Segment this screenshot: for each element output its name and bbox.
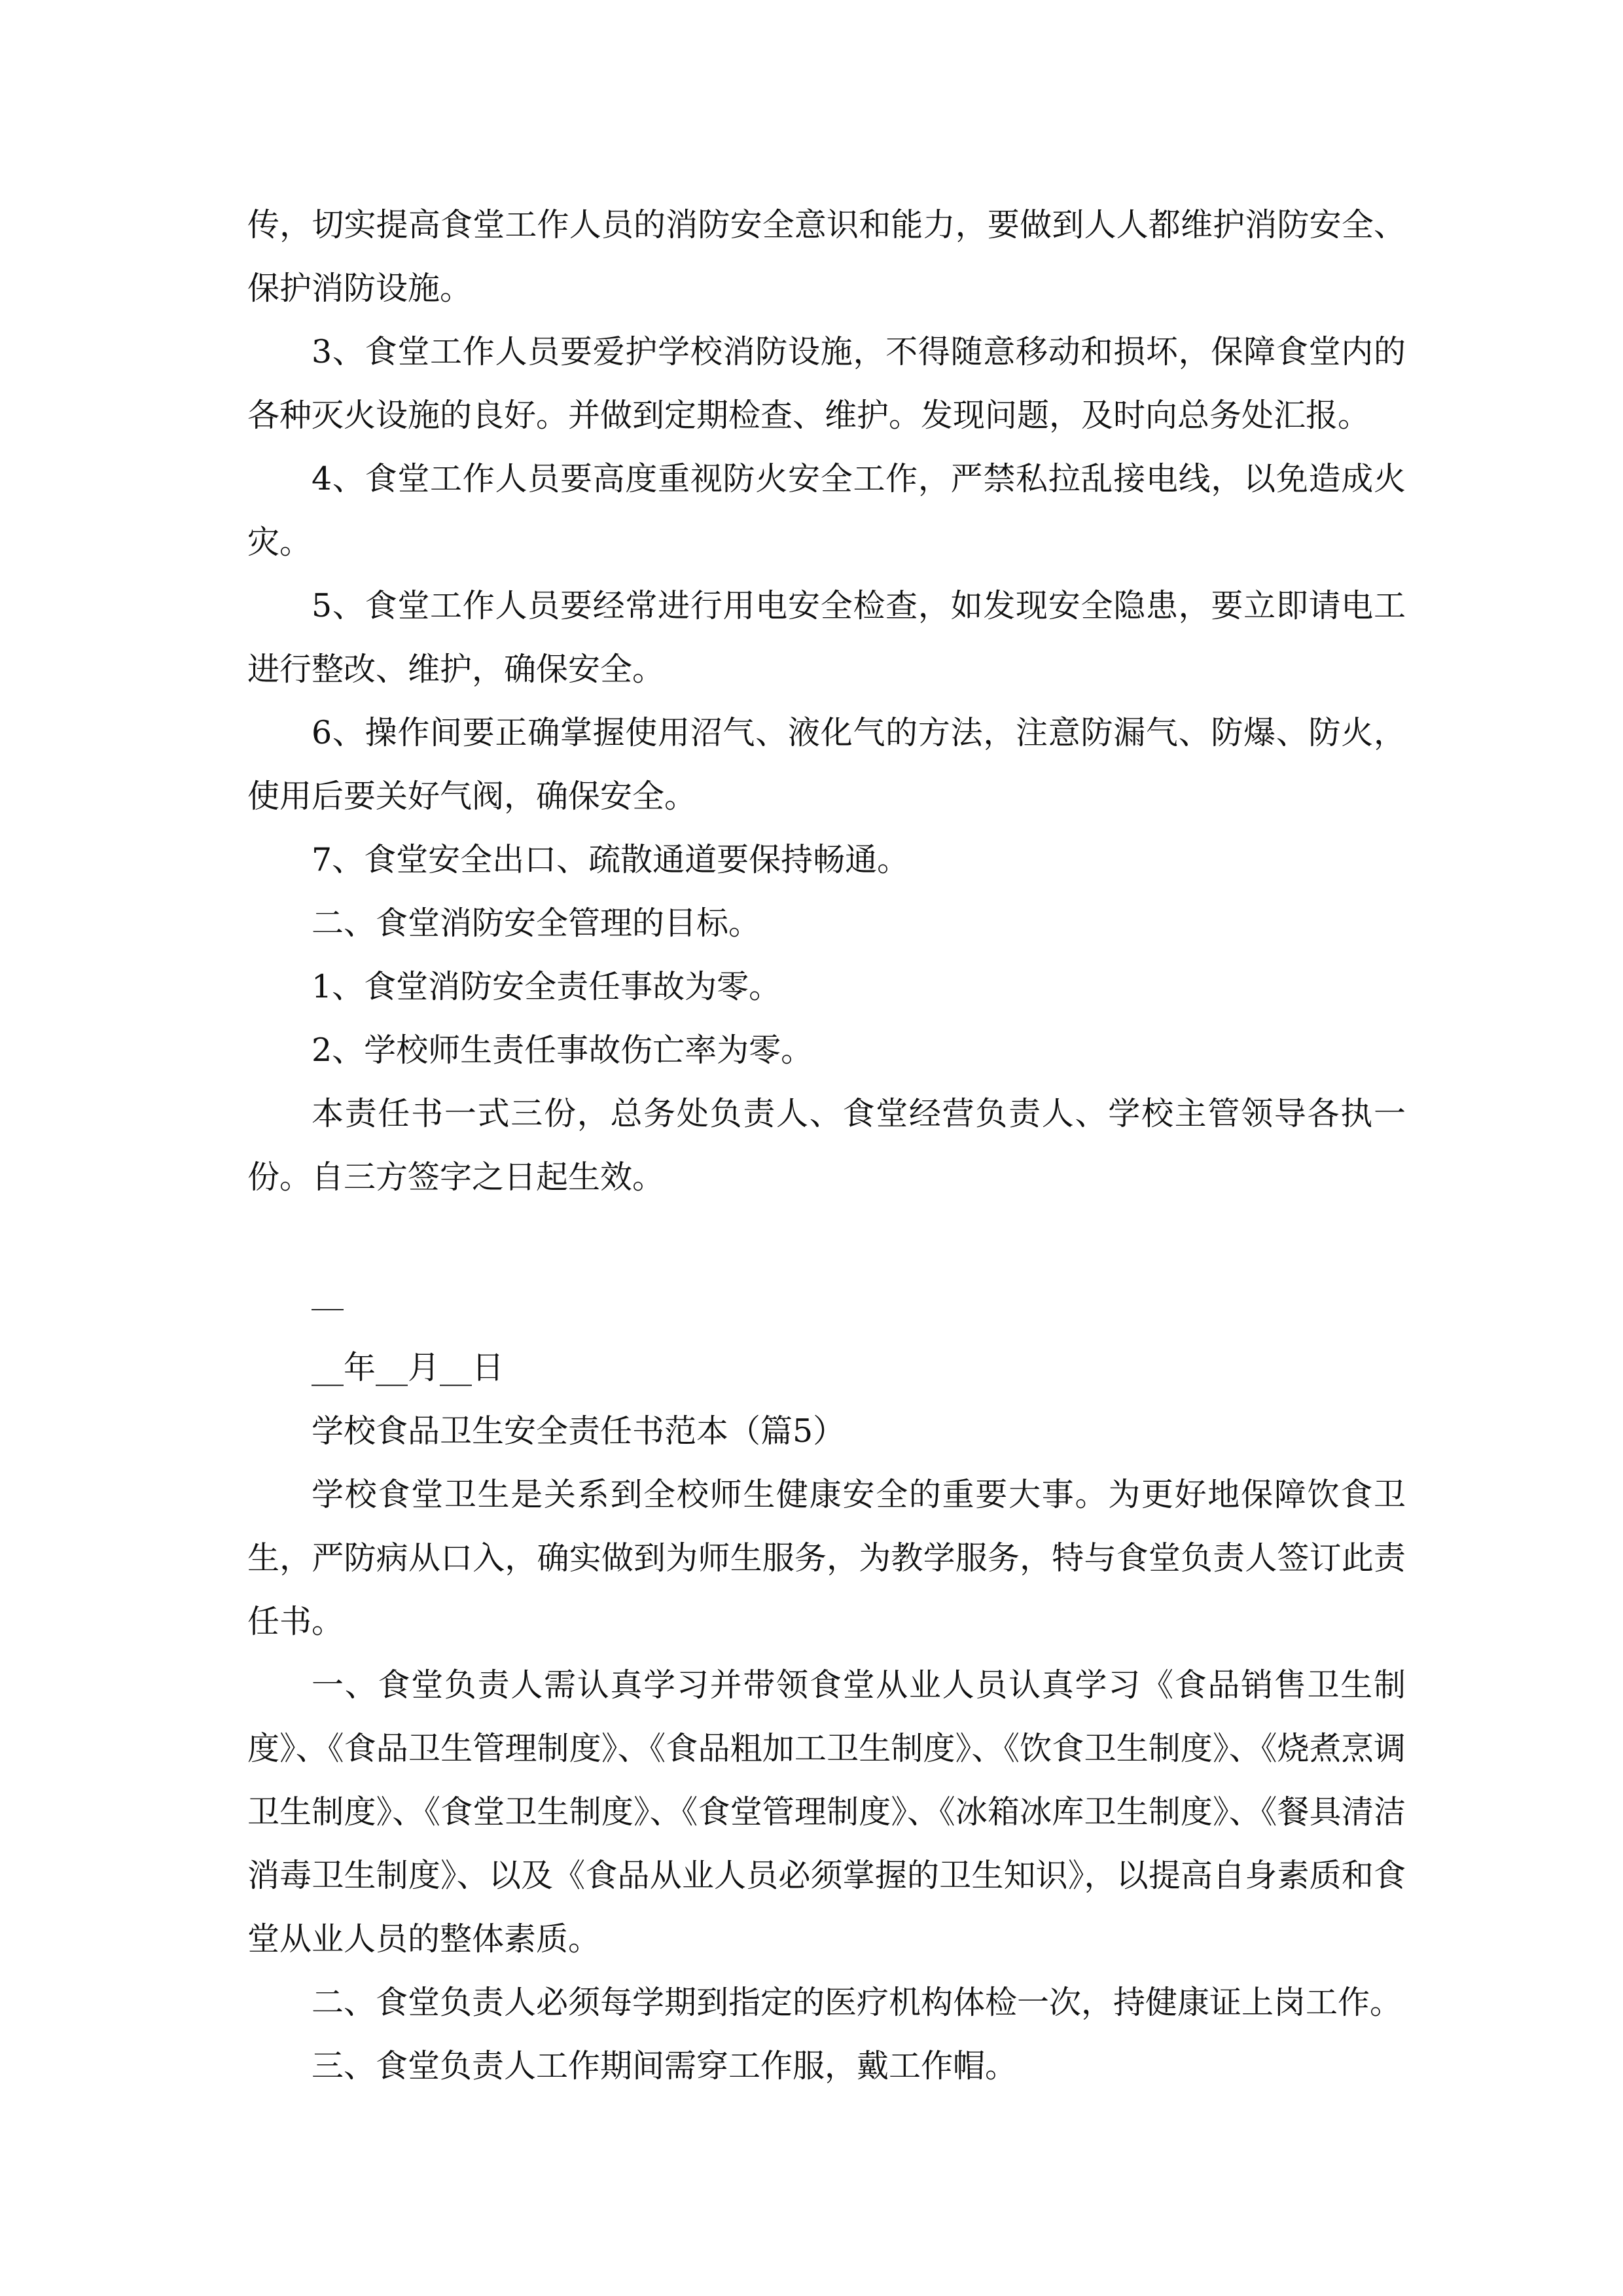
paragraph-copies: 本责任书一式三份，总务处负责人、食堂经营负责人、学校主管领导各执一份。自三方签字之日起生效。 bbox=[247, 1095, 1406, 1196]
spacer bbox=[247, 1209, 1406, 1272]
document-body bbox=[247, 193, 1406, 2098]
paragraph-goal-2: 2、学校师生责任事故伤亡率为零。 bbox=[312, 1031, 813, 1069]
paragraph-clause-3: 三、食堂负责人工作期间需穿工作服，戴工作帽。 bbox=[312, 2047, 1018, 2085]
signature-line bbox=[247, 1272, 1406, 1336]
paragraph-item-4: 4、食堂工作人员要高度重视防火安全工作，严禁私拉乱接电线，以免造成火灾。 bbox=[247, 460, 1406, 561]
section-heading-goals: 二、食堂消防安全管理的目标。 bbox=[312, 905, 761, 942]
paragraph-item-7: 7、食堂安全出口、疏散通道要保持畅通。 bbox=[312, 841, 910, 878]
paragraph-goal-1: 1、食堂消防安全责任事故为零。 bbox=[312, 968, 781, 1005]
signature-dash bbox=[312, 1309, 344, 1310]
paragraph-intro: 学校食堂卫生是关系到全校师生健康安全的重要大事。为更好地保障饮食卫生，严防病从口入，确实做到为师生服务，为教学服务，特与食堂负责人签订此责任书。 bbox=[247, 1476, 1406, 1640]
paragraph-clause-2: 二、食堂负责人必须每学期到指定的医疗机构体检一次，持健康证上岗工作。 bbox=[312, 1984, 1402, 2021]
paragraph-item-6: 6、操作间要正确掌握使用沼气、液化气的方法，注意防漏气、防爆、防火，使用后要关好气阀，确保安全。 bbox=[247, 714, 1406, 815]
date-line: __年__月__日 bbox=[312, 1349, 505, 1386]
section-title: 学校食品卫生安全责任书范本（篇5） bbox=[312, 1412, 846, 1450]
paragraph-continued: 传，切实提高食堂工作人员的消防安全意识和能力，要做到人人都维护消防安全、保护消防设施。 bbox=[247, 206, 1406, 307]
paragraph-clause-1: 一、食堂负责人需认真学习并带领食堂从业人员认真学习《食品销售卫生制度》、《食品卫生管理制度》、《食品粗加工卫生制度》、《饮食卫生制度》、《烧煮烹调卫生制度》、《食堂卫生制度》、《食堂管理制度》、《冰箱冰库卫生制度》、《餐具清洁消毒卫生制度》、以及《食品从业人员必须掌握的卫生知识》，以提高自身素质和食堂从业人员的整体素质。 bbox=[247, 1666, 1406, 1958]
paragraph-item-5: 5、食堂工作人员要经常进行用电安全检查，如发现安全隐患，要立即请电工进行整改、维护，确保安全。 bbox=[247, 587, 1406, 688]
paragraph-item-3: 3、食堂工作人员要爱护学校消防设施，不得随意移动和损坏，保障食堂内的各种灭火设施的良好。并做到定期检查、维护。发现问题，及时向总务处汇报。 bbox=[247, 333, 1406, 434]
